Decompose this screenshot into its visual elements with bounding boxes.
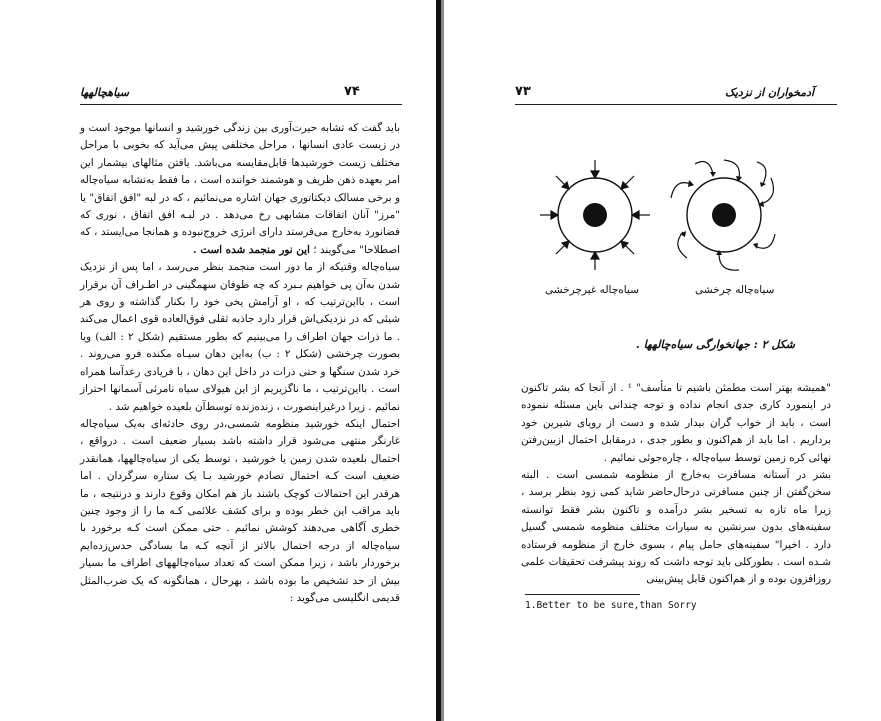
right-body-text <box>521 380 831 589</box>
paragraph <box>521 380 831 467</box>
left-body-text <box>80 120 400 607</box>
left-running-title: سیاهچالهها <box>80 86 129 99</box>
paragraph <box>80 416 400 607</box>
paragraph-bold-phrase: این نور منجمد شده است . <box>193 243 310 256</box>
book-spine-shadow <box>441 0 444 721</box>
paragraph-text: "همیشه بهتر است مطمئن باشیم تا متأسف" ¹ . از آنجا که بشر تاکنون در اینمورد کاری جدی انجام نداده و توجه چندانی باین مسئله ننموده است ، باید از خواب گران بیدار شده و دست از رویای شیرین خود برداریم . اما باید از هم‌اکنون و بطور جدی ، درمقابل احتمال ازبین‌رفتن نهائی کره زمین توسط سیاه‌چاله ، چاره‌جوئی نمائیم . <box>521 382 831 464</box>
paragraph-text: بشر در آستانه مسافرت به‌خارج از منظومه شمسی است . البته سخن‌گفتن از چنین مسافرتی درحال‌حاضر شاید کمی زود بنظر برسد ، زیرا ماه تازه به تسخیر بشر درآمده و تاکنون بشر فقط توانسته سفینه‌های بدون سرنشین به سیارات مختلف منظومه شمسی گسیل دارد . اخیرا" سفینه‌های حامل پیام ، بسوی خارج از منظومه فرستاده شـده است . بطورکلی باید توجه داشت که روند پیشرفت تحقیقات علمی روزافزون بوده و از هم‌اکنون قابل پیش‌بینی <box>521 469 831 586</box>
figure-caption-text: شکل ۲ : جهانخوارگی سیاه‌چالهها . <box>635 338 795 351</box>
paragraph-text: باید گفت که تشابه حیرت‌آوری بین زندگی خورشید و انسانها موجود است و در زیست عادی انسانها ، مراحل مختلفی پیش می‌آید که بخوبی با مراحل مختلف زیست خورشیدها قابل‌مقایسه می‌باشد. یافتن مثالهای بیشمار این امر بعهده ذهن ظریف و هوشمند خواننده است ، ما فقط به‌تشابه سیاه‌چاله و برخی مسالک دیکتاتوری جهان اشاره می‌نمائیم ، که در لبه "افق اتفاق" یا "مرز" آنان اتفاقات مشابهی رخ می‌دهد . در لبـه افق اتفاق ، نوری که فضانورد به‌خارج می‌فرستد دارای انرژی خروج‌نبوده و همانجا می‌ایستد ، که اصطلاحا" می‌گویند ؛ <box>80 122 400 256</box>
paragraph <box>80 120 400 259</box>
paragraph <box>80 259 400 416</box>
left-page-number: ۷۴ <box>344 84 360 99</box>
right-header-rule <box>515 104 837 105</box>
left-header-rule <box>80 104 402 105</box>
left-page <box>0 0 438 721</box>
paragraph-text: احتمال اینکه خورشید منظومه شمسی،در روی حادثه‌ای به‌یک سیاه‌چاله غارنگر منتهی می‌شود قرار داشته باشد بسیار ضعیف است . درواقع ، احتمال بلعیده شدن زمین یا خورشید ، توسط یکی از سیاه‌چالهها، همانقدر ضعیف است کـه احتمال تصادم خورشید بـا یک ستاره سرگردان . اما هرقدر این احتمالات کوچک باشند باز هم امکان وقوع دارند و درنتیجه ، ما باید مراقب این خطر بوده و برای کشف علائمی کـه ما را از وجود چنین خطری آگاهی می‌دهند کوشش نمائیم . حتی ممکن است کـه برخورد با سیاه‌چاله از درجه احتمال بالاتر از آنچه کـه ما بسادگی حدس‌زده‌ایم برخوردار باشد ، زیرا ممکن است که تعداد سیاه‌چالههای اطراف ما بسیار بیش از حد تشخیص ما بوده باشد ، بهرحال ، همانگونه که یک ضرب‌المثل قدیمی انگلیسی می‌گوید : <box>80 417 400 604</box>
right-running-title: آدمخواران از نزدیک <box>725 86 815 99</box>
footnote-rule <box>525 594 640 595</box>
rotating-black-hole-diagram <box>667 158 782 273</box>
right-page-number: ۷۳ <box>515 84 531 99</box>
rotating-label: سیاه‌چاله چرخشی <box>695 284 775 296</box>
footnote: 1.Better to be sure,than Sorry <box>525 600 697 611</box>
paragraph <box>521 467 831 589</box>
right-page <box>445 0 881 721</box>
paragraph-text: سیاه‌چاله وقتیکه از ما دور است منجمد بنظر می‌رسد ، اما پس از نزدیک شدن به‌آن پی خواهیم بـبرد که چه طوفان سهمگینی در اطـراف آن برقرار است ، بااین‌ترتیب که ، او آرامش یخی خود را بکنار گذاشته و روی هر شیئی که در نزدیکی‌اش قرار دارد جاذبه ثقلی فوق‌العاده قوی اعمال می‌کند . ما ذرات جهان اطراف را می‌بینیم که بطور مستقیم (شکل ۲ : الف) ویا بصورت چرخشی (شکل ۲ : ب) به‌این دهان سیـاه مکنده فرو می‌روند . خرد شدن سنگها و حتی ذرات در داخل این دهان ، با فریادی رعدآسا همراه است . بااین‌ترتیب ، ما ناگزیریم از این هیولای سیاه نامرئی آسمانها احتراز نمائیم . زیرا درغیراینصورت ، زنده‌زنده توسط‌آن بلعیده خواهیم شد . <box>80 261 401 413</box>
non-rotating-black-hole-diagram <box>540 160 650 270</box>
non-rotating-label: سیاه‌چاله غیرچرخشی <box>545 284 639 296</box>
